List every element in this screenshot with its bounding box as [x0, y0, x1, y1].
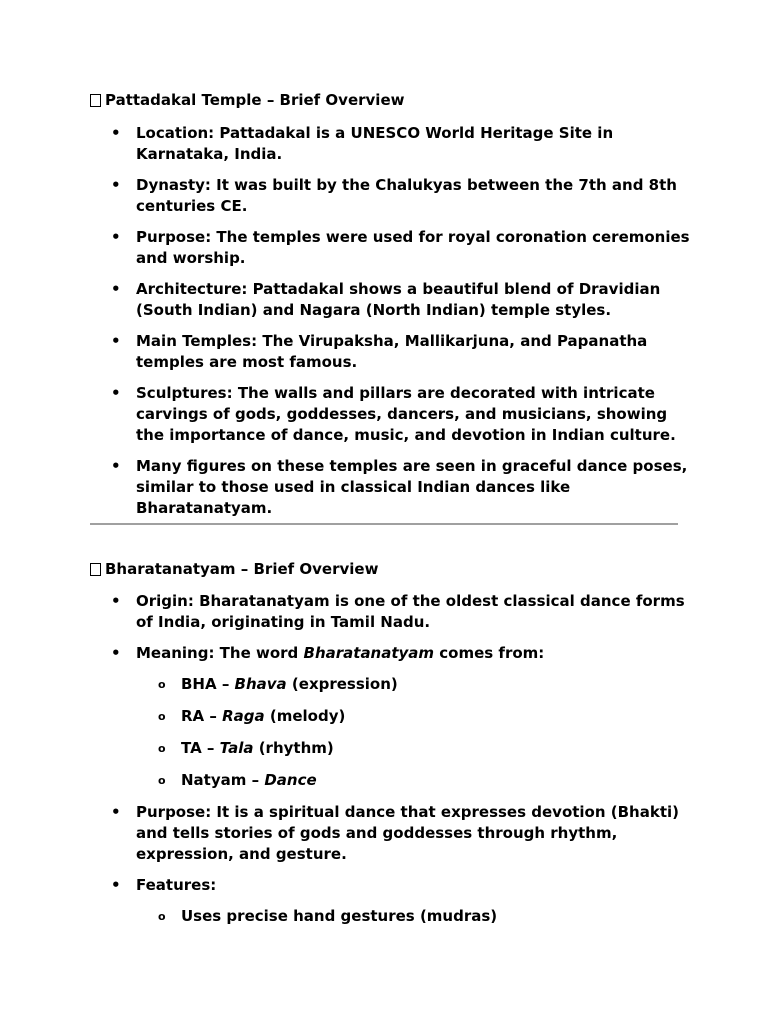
list-item-origin	[90, 591, 690, 633]
list-item-text: Dynasty: It was built by the Chalukyas between the 7th and 8th centuries CE.	[136, 176, 677, 215]
list-item-text: Architecture: Pattadakal shows a beautiful blend of Dravidian (South Indian) and Nagara (North Indian) temple styles.	[136, 280, 661, 319]
list-item	[90, 123, 690, 165]
section-heading-bharatanatyam	[90, 559, 378, 580]
sub-item-prefix: RA –	[181, 707, 223, 725]
bullet-icon: •	[111, 876, 121, 894]
list-item-text: Many figures on these temples are seen in graceful dance poses, similar to those used in classical Indian dances like Bharatanatyam.	[136, 457, 688, 517]
bullet-icon: •	[111, 124, 121, 142]
section-heading-pattadakal	[90, 90, 404, 111]
list-item	[90, 175, 690, 217]
sub-item-term: Dance	[264, 771, 317, 789]
list-item-purpose	[90, 802, 690, 865]
bullet-icon: •	[111, 457, 121, 475]
list-item	[90, 331, 690, 373]
circle-bullet-icon: o	[158, 742, 166, 755]
list-item-text: Purpose: It is a spiritual dance that expresses devotion (Bhakti) and tells stories of gods and goddesses through rhythm, expression, and gesture.	[136, 803, 679, 863]
sub-list-item	[136, 674, 690, 695]
list-item	[90, 383, 690, 446]
sub-item-prefix: Natyam –	[181, 771, 265, 789]
list-item	[90, 279, 690, 321]
section-divider	[90, 523, 678, 525]
list-item-text: Origin: Bharatanatyam is one of the oldest classical dance forms of India, originating in Tamil Nadu.	[136, 592, 685, 631]
missing-glyph-icon	[90, 94, 101, 107]
bharatanatyam-list	[90, 591, 690, 938]
list-item	[90, 456, 690, 519]
sub-item-suffix: (melody)	[264, 707, 346, 725]
missing-glyph-icon	[90, 563, 101, 576]
bullet-icon: •	[111, 228, 121, 246]
bullet-icon: •	[111, 384, 121, 402]
sub-list-item	[136, 906, 690, 927]
sub-item-term: Bhava	[234, 675, 287, 693]
meaning-sublist	[136, 674, 690, 791]
bullet-icon: •	[111, 803, 121, 821]
list-item-features	[90, 875, 690, 927]
features-label: Features:	[136, 876, 217, 894]
meaning-prefix: Meaning: The word	[136, 644, 304, 662]
sub-list-item	[136, 770, 690, 791]
list-item-text: Location: Pattadakal is a UNESCO World Heritage Site in Karnataka, India.	[136, 124, 614, 163]
sub-item-term: Raga	[222, 707, 265, 725]
meaning-term: Bharatanatyam	[303, 644, 435, 662]
sub-item-prefix: BHA –	[181, 675, 235, 693]
sub-item-prefix: TA –	[181, 739, 220, 757]
sub-item-text: Uses precise hand gestures (mudras)	[181, 907, 498, 925]
circle-bullet-icon: o	[158, 710, 166, 723]
list-item-meaning	[90, 643, 690, 791]
meaning-suffix: comes from:	[434, 644, 545, 662]
bullet-icon: •	[111, 332, 121, 350]
list-item-text: Purpose: The temples were used for royal coronation ceremonies and worship.	[136, 228, 690, 267]
heading-text: Bharatanatyam – Brief Overview	[105, 560, 379, 578]
list-item-text: Main Temples: The Virupaksha, Mallikarjuna, and Papanatha temples are most famous.	[136, 332, 648, 371]
list-item-text: Sculptures: The walls and pillars are decorated with intricate carvings of gods, goddesses, dancers, and musicians, showing the importance of dance, music, and devotion in Indian culture.	[136, 384, 676, 444]
bullet-icon: •	[111, 176, 121, 194]
sub-list-item	[136, 706, 690, 727]
sub-item-term: Tala	[219, 739, 254, 757]
features-sublist	[136, 906, 690, 927]
sub-list-item	[136, 738, 690, 759]
circle-bullet-icon: o	[158, 774, 166, 787]
bullet-icon: •	[111, 592, 121, 610]
list-item	[90, 227, 690, 269]
pattadakal-list	[90, 123, 690, 529]
heading-text: Pattadakal Temple – Brief Overview	[105, 91, 405, 109]
circle-bullet-icon: o	[158, 910, 166, 923]
sub-item-suffix: (rhythm)	[253, 739, 334, 757]
bullet-icon: •	[111, 644, 121, 662]
circle-bullet-icon: o	[158, 678, 166, 691]
sub-item-suffix: (expression)	[286, 675, 398, 693]
bullet-icon: •	[111, 280, 121, 298]
